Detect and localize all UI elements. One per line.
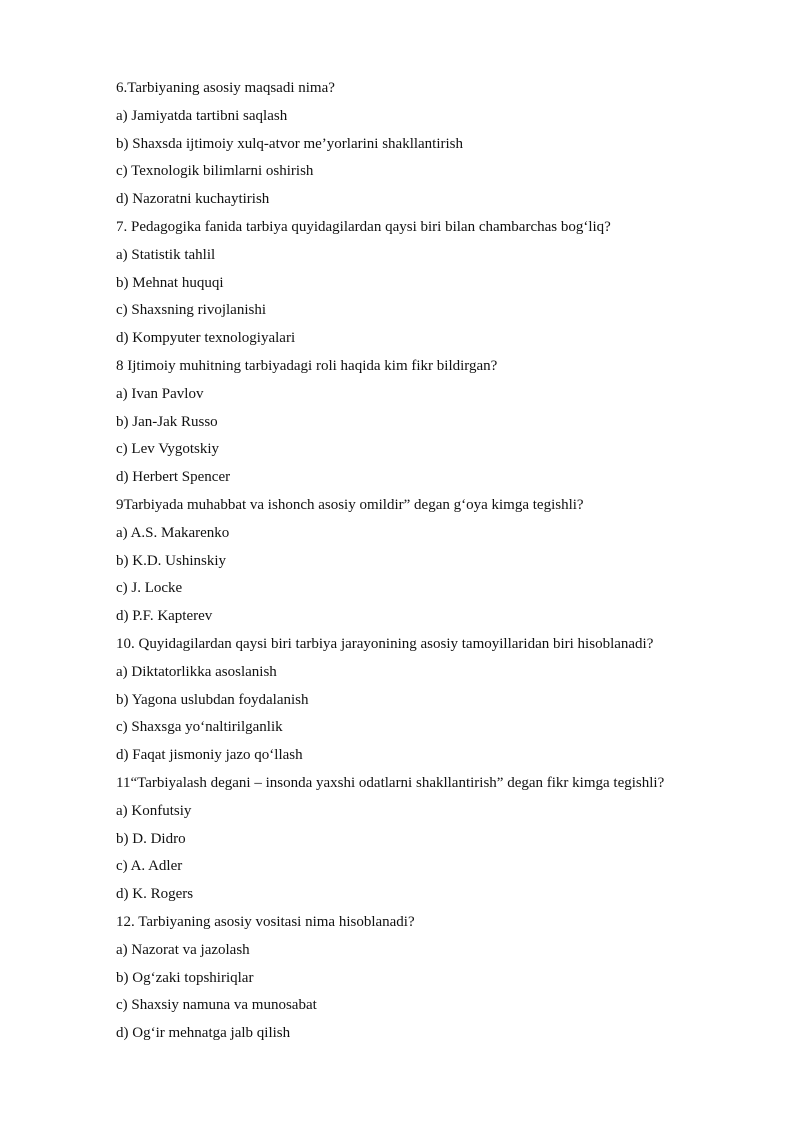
question-text: 9Tarbiyada muhabbat va ishonch asosiy omildir” degan g‘oya kimga tegishli? <box>116 496 584 513</box>
answer-option: b) D. Didro <box>116 830 186 847</box>
answer-option: c) J. Locke <box>116 580 183 597</box>
answer-option: a) Ivan Pavlov <box>116 385 204 402</box>
answer-option: b) Yagona uslubdan foydalanish <box>116 691 309 708</box>
question-text: 7. Pedagogika fanida tarbiya quyidagilardan qaysi biri bilan chambarchas bog‘liq? <box>116 218 611 235</box>
answer-option: c) Lev Vygotskiy <box>116 441 220 458</box>
answer-option: a) Konfutsiy <box>116 802 192 819</box>
answer-option: d) P.F. Kapterev <box>116 608 213 625</box>
answer-option: a) Jamiyatda tartibni saqlash <box>116 107 288 124</box>
answer-option: d) Nazoratni kuchaytirish <box>116 191 270 208</box>
question-block-7 <box>116 214 766 353</box>
question-block-10 <box>116 631 766 770</box>
answer-option: d) K. Rogers <box>116 886 194 903</box>
answer-option: a) Diktatorlikka asoslanish <box>116 663 277 680</box>
question-block-11 <box>116 770 766 909</box>
answer-option: b) K.D. Ushinskiy <box>116 552 227 569</box>
question-text: 8 Ijtimoiy muhitning tarbiyadagi roli haqida kim fikr bildirgan? <box>116 357 498 374</box>
answer-option: a) Nazorat va jazolash <box>116 941 250 958</box>
question-text: 10. Quyidagilardan qaysi biri tarbiya jarayonining asosiy tamoyillaridan biri hisoblanadi? <box>116 635 654 652</box>
answer-option: b) Jan-Jak Russo <box>116 413 218 430</box>
answer-option: d) Herbert Spencer <box>116 469 231 486</box>
answer-option: c) Shaxsning rivojlanishi <box>116 302 266 319</box>
answer-option: a) Statistik tahlil <box>116 246 216 263</box>
question-text: 6.Tarbiyaning asosiy maqsadi nima? <box>116 80 335 96</box>
question-block-9 <box>116 492 766 631</box>
answer-option: b) Mehnat huquqi <box>116 274 224 291</box>
answer-option: b) Shaxsda ijtimoiy xulq-atvor me’yorlarini shakllantirish <box>116 135 464 152</box>
question-text: 11“Tarbiyalash degani – insonda yaxshi odatlarni shakllantirish” degan fikr kimga tegishli? <box>116 774 665 791</box>
answer-option: b) Og‘zaki topshiriqlar <box>116 969 254 986</box>
question-block-6 <box>116 75 766 214</box>
answer-option: d) Faqat jismoniy jazo qo‘llash <box>116 747 303 764</box>
answer-option: c) Shaxsga yo‘naltirilganlik <box>116 719 283 736</box>
answer-option: c) A. Adler <box>116 858 183 875</box>
question-block-12 <box>116 909 766 1048</box>
question-block-8 <box>116 353 766 492</box>
answer-option: d) Kompyuter texnologiyalari <box>116 330 296 347</box>
answer-option: c) Shaxsiy namuna va munosabat <box>116 997 317 1014</box>
answer-option: c) Texnologik bilimlarni oshirish <box>116 163 314 180</box>
answer-option: d) Og‘ir mehnatga jalb qilish <box>116 1025 291 1042</box>
quiz-content <box>116 75 766 1048</box>
question-text: 12. Tarbiyaning asosiy vositasi nima hisoblanadi? <box>116 913 415 930</box>
answer-option: a) A.S. Makarenko <box>116 524 230 541</box>
